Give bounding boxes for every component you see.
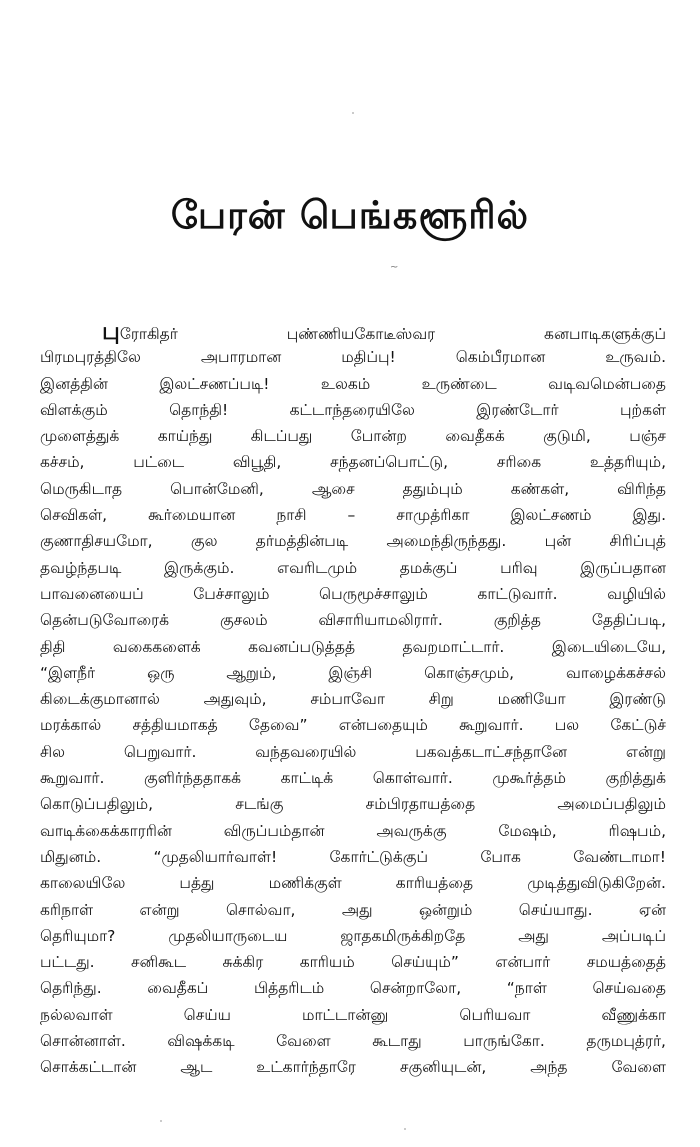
text-line: கூறுவார். குளிர்ந்ததாகக் காட்டிக் கொள்வார். முகூர்த்தம் குறித்துக் [40, 769, 666, 788]
text-line: இனத்தின் இலட்சணப்படி! உலகம் உருண்டை வடிவமென்பதை [40, 374, 666, 393]
text-line: நல்லவாள் செய்ய மாட்டான்னு பெரியவா வீணுக்கா [40, 1005, 666, 1024]
text-line: கரிநாள் என்று சொல்வா, அது ஒன்றும் செய்யாது. ஏன் [40, 900, 666, 919]
drop-cap: பு [102, 318, 120, 345]
chapter-title: பேரன் பெங்களூரில் [170, 193, 530, 237]
text-line: மெருகிடாத பொன்மேனி, ஆசை ததும்பும் கண்கள், விரிந்த [40, 479, 666, 498]
text-line: சொன்னாள். விஷக்கடி வேளை கூடாது பாருங்கோ. தருமபுத்ரர், [40, 1032, 666, 1051]
text-line: காலையிலே பத்து மணிக்குள் காரியத்தை முடித்துவிடுகிறேன். [40, 874, 666, 893]
text-line: கொடுப்பதிலும், சடங்கு சம்பிரதாயத்தை அமைப்பதிலும் [40, 795, 666, 814]
text-line: பாவனையைப் பேச்சாலும் பெருமூச்சாலும் காட்டுவார். வழியில் [40, 584, 666, 603]
text-line: திதி வகைகளைக் கவனப்படுத்தத் தவறமாட்டார். இடையிடையே, [40, 637, 666, 656]
first-line-text: ரோகிதர் புண்ணியகோடீஸ்வர கனபாடிகளுக்குப் [119, 325, 666, 343]
text-line: மரக்கால் சத்தியமாகத் தேவை” என்பதையும் கூறுவார். பல கேட்டுச் [40, 716, 666, 735]
text-line: மிதுனம். “முதலியார்வாள்! கோர்ட்டுக்குப் போக வேண்டாமா! [40, 847, 666, 866]
first-line [40, 318, 666, 344]
text-line: சில பெறுவார். வந்தவரையில் பகவத்கடாட்சந்தானே என்று [40, 742, 666, 761]
text-line: பட்டது. சனிகூட சுக்கிர காரியம் செய்யும்” என்பார் சமயத்தைத் [40, 953, 666, 972]
body-text [40, 318, 666, 1081]
text-line: குணாதிசயமோ, குல தர்மத்தின்படி அமைந்திருந்தது. புன் சிரிப்புத் [40, 532, 666, 551]
paper-speck [352, 112, 354, 114]
paper-speck [404, 1128, 406, 1130]
text-line: வாடிக்கைக்காரரின் விருப்பம்தான் அவருக்கு மேஷம், ரிஷபம், [40, 821, 666, 840]
text-line: பிரமபுரத்திலே அபாரமான மதிப்பு! கெம்பீரமான உருவம். [40, 348, 666, 367]
text-line: தெரிந்து. வைதீகப் பித்தரிடம் சென்றாலோ, “நாள் செய்வதை [40, 979, 666, 998]
text-line: கச்சம், பட்டை விபூதி, சந்தனப்பொட்டு, சரிகை உத்தரியும், [40, 453, 666, 472]
text-line: கிடைக்குமானால் அதுவும், சம்பாவோ சிறு மணியோ இரண்டு [40, 690, 666, 709]
paper-speck [160, 1120, 162, 1122]
text-line: செவிகள், கூர்மையான நாசி – சாமுத்ரிகா இலட்சணம் இது. [40, 506, 666, 525]
text-line: தவழ்ந்தபடி இருக்கும். எவரிடமும் தமக்குப் பரிவு இருப்பதான [40, 558, 666, 577]
text-line: சொக்கட்டான் ஆட உட்கார்ந்தாரே சகுனியுடன், அந்த வேளை [40, 1058, 666, 1077]
text-line: தென்படுவோரைக் குசலம் விசாரியாமலிரார். குறித்த தேதிப்படி, [40, 611, 666, 630]
title-ornament: ~ [390, 262, 399, 273]
text-line: தெரியுமா? முதலியாருடைய ஜாதகமிருக்கிறதே அது அப்படிப் [40, 926, 666, 945]
text-line: “இளநீர் ஒரு ஆறும், இஞ்சி கொஞ்சமும், வாழைக்கச்சல் [40, 663, 666, 682]
text-line: முளைத்துக் காய்ந்து கிடப்பது போன்ற வைதீகக் குடுமி, பஞ்ச [40, 427, 666, 446]
text-line: விளக்கும் தொந்தி! கட்டாந்தரையிலே இரண்டோர் புற்கள் [40, 400, 666, 419]
